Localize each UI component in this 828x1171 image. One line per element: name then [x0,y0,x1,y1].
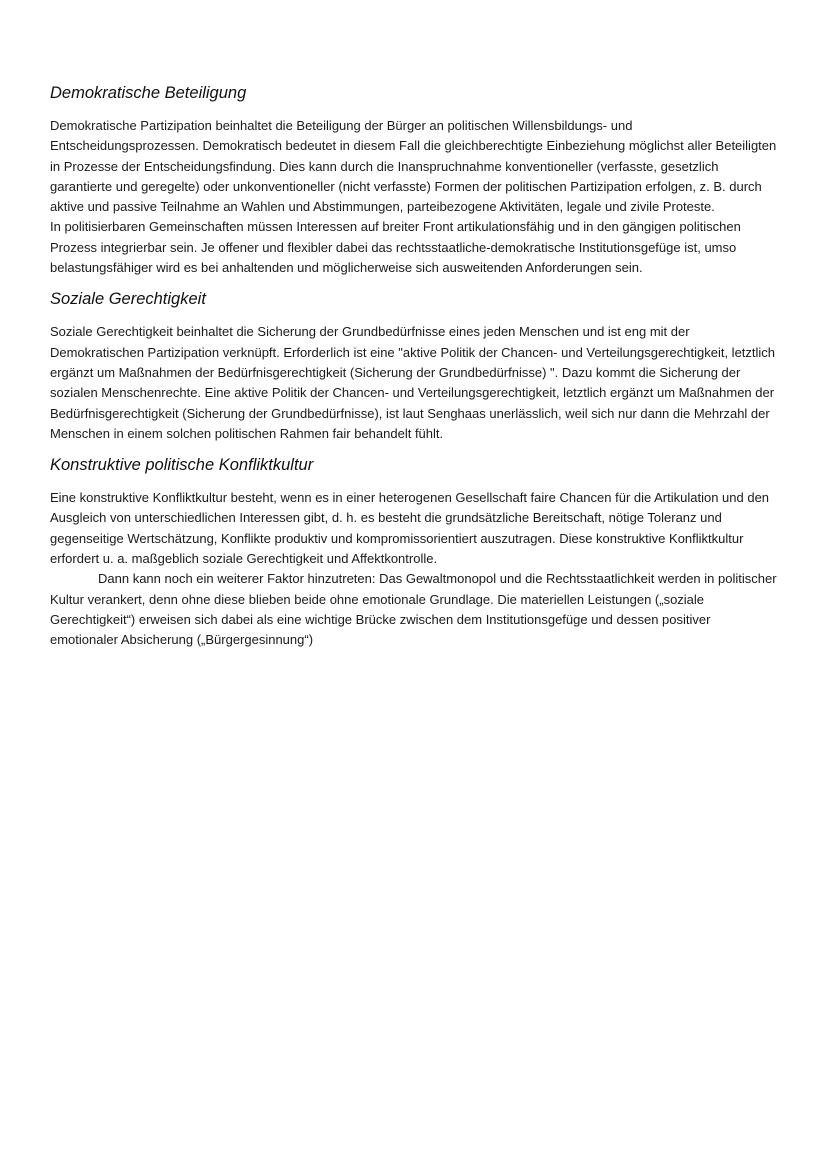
paragraph: Eine konstruktive Konfliktkultur besteht, wenn es in einer heterogenen Gesellschaft faire Chancen für die Artikulation und den Ausgleich von unterschiedlichen Interessen gibt, d. h. es besteht die grundsätzliche Bereitschaft, nötige Toleranz und gegenseitige Wertschätzung, Konflikte produktiv und kompromissorientiert auszutragen. Diese konstruktive Konfliktkultur erfordert u. a. maßgeblich soziale Gerechtigkeit und Affektkontrolle. [50,490,770,567]
paragraph: In politisierbaren Gemeinschaften müssen Interessen auf breiter Front artikulationsfähig und in den gängigen politischen Prozess integrierbar sein. Je offener und flexibler dabei das rechtsstaatliche-demokratische Institutionsgefüge ist, umso belastungsfähiger wird es bei anhaltenden und möglicherweise sich ausweitenden Anforderungen sein. [50,219,741,276]
section-heading: Konstruktive politische Konfliktkultur [50,456,314,475]
document-page [50,82,780,651]
section-konfliktkultur [50,454,780,650]
paragraph: Demokratische Partizipation beinhaltet die Beteiligung der Bürger an politischen Willensbildungs- und Entscheidungsprozessen. Demokratisch bedeutet in diesem Fall die gleichberechtigte Einbeziehung möglichst aller Beteiligten in Prozesse der Entscheidungsfindung. Dies kann durch die Inanspruchnahme konventioneller (verfasste, gesetzlich garantierte und geregelte) oder unkonventioneller (nicht verfasste) Formen der politischen Partizipation erfolgen, z. B. durch aktive und passive Teilnahme an Wahlen und Abstimmungen, parteibezogene Aktivitäten, legale und zivile Proteste. [50,118,777,215]
section-demokratische-beteiligung [50,82,780,278]
section-soziale-gerechtigkeit [50,288,780,444]
paragraph: Soziale Gerechtigkeit beinhaltet die Sicherung der Grundbedürfnisse eines jeden Menschen und ist eng mit der Demokratischen Partizipation verknüpft. Erforderlich ist eine "aktive Politik der Chancen- und Verteilungsgerechtigkeit, letztlich ergänzt um Maßnahmen der Bedürfnisgerechtigkeit (Sicherung der Grundbedürfnisse) ". Dazu kommt die Sicherung der sozialen Menschenrechte. Eine aktive Politik der Chancen- und Verteilungsgerechtigkeit, letztlich ergänzt um Maßnahmen der Bedürfnisgerechtigkeit (Sicherung der Grundbedürfnisse), ist laut Senghaas unerlässlich, weil sich nur dann die Mehrzahl der Menschen in einem solchen politischen Rahmen fair behandelt fühlt. [50,324,776,441]
section-heading: Demokratische Beteiligung [50,84,247,102]
paragraph-indented: Dann kann noch ein weiterer Faktor hinzutreten: Das Gewaltmonopol und die Rechtsstaatlichkeit werden in politischer Kultur verankert, denn ohne diese blieben beide ohne emotionale Grundlage. Die materiellen Leistungen („soziale Gerechtigkeit“) erweisen sich dabei als eine wichtige Brücke zwischen dem Institutionsgefüge und dessen positiver emotionaler Absicherung („Bürgergesinnung“) [50,571,777,648]
section-heading: Soziale Gerechtigkeit [50,290,206,309]
